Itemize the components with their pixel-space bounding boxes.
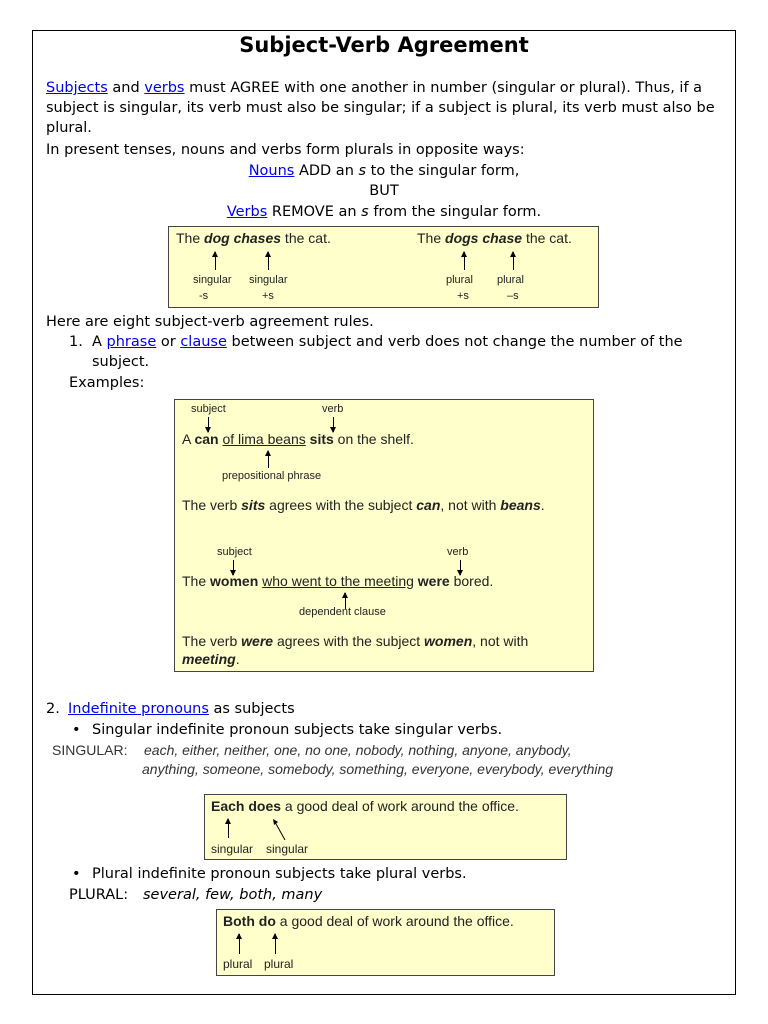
- arrow-down-icon: [208, 417, 209, 432]
- singular-label: SINGULAR:: [52, 742, 128, 758]
- arrow-up-icon: [464, 252, 465, 270]
- dog-sentence-plural: The dogs chase the cat.: [417, 230, 572, 246]
- arrow-diagonal-icon: [273, 819, 287, 841]
- label-prepositional-phrase: prepositional phrase: [222, 470, 322, 482]
- each-sentence: Each does a good deal of work around the office.: [211, 798, 519, 814]
- singular-list-1: each, either, neither, one, no one, nobody, nothing, anyone, anybody,: [144, 742, 572, 758]
- intro-line-1: Subjects and verbs must AGREE with one another in number (singular or plural). Thus, if a: [46, 80, 703, 96]
- bullet-icon: •: [72, 722, 81, 738]
- intro-line-2: subject is singular, its verb must also be singular; if a subject is plural, its verb must also be: [46, 100, 715, 116]
- bullet-plural: Plural indefinite pronoun subjects take plural verbs.: [92, 866, 467, 882]
- subjects-link[interactable]: Subjects: [46, 80, 108, 96]
- lima-beans-sentence: A can of lima beans sits on the shelf.: [182, 431, 414, 447]
- rule-1-num: 1.: [69, 334, 83, 350]
- plural-label: PLURAL:: [69, 887, 129, 903]
- verbs-line: Verbs REMOVE an s from the singular form.: [226, 204, 542, 220]
- label-minus-s: –s: [507, 290, 519, 302]
- rule-1-line-2: subject.: [92, 354, 150, 370]
- label-singular: singular: [249, 274, 288, 286]
- bullet-icon: •: [72, 866, 81, 882]
- intro-line-4: In present tenses, nouns and verbs form plurals in opposite ways:: [46, 142, 525, 158]
- label-verb: verb: [322, 403, 344, 415]
- page-title: Subject-Verb Agreement: [239, 33, 529, 57]
- arrow-up-icon: [239, 934, 240, 954]
- both-sentence: Both do a good deal of work around the office.: [223, 913, 514, 929]
- label-singular: singular: [266, 842, 309, 856]
- label-plural: plural: [264, 957, 294, 971]
- nouns-line: Nouns ADD an s to the singular form,: [248, 163, 520, 179]
- verbs-link[interactable]: verbs: [144, 80, 185, 96]
- arrow-up-icon: [215, 252, 216, 270]
- nouns-link[interactable]: Nouns: [248, 163, 295, 179]
- arrow-up-icon: [268, 252, 269, 270]
- singular-list-2: anything, someone, somebody, something, everyone, everybody, everything: [142, 761, 614, 777]
- arrow-up-icon: [268, 451, 269, 468]
- label-dependent-clause: dependent clause: [299, 606, 386, 618]
- but-line: BUT: [369, 183, 399, 199]
- plural-list: several, few, both, many: [143, 887, 323, 903]
- label-minus-s: -s: [199, 290, 209, 302]
- indefinite-pronouns-link[interactable]: Indefinite pronouns: [68, 701, 209, 717]
- rule-1-line-1: A phrase or clause between subject and verb does not change the number of the: [92, 334, 683, 350]
- arrow-up-icon: [275, 934, 276, 954]
- explanation-2: The verb were agrees with the subject women, not with: [182, 633, 529, 649]
- label-plural: plural: [446, 274, 473, 286]
- label-verb: verb: [447, 546, 469, 558]
- rule-2-heading: Indefinite pronouns as subjects: [68, 701, 295, 717]
- clause-link[interactable]: clause: [180, 334, 227, 350]
- arrow-down-icon: [333, 417, 334, 432]
- explanation-1: The verb sits agrees with the subject can, not with beans.: [182, 497, 545, 513]
- rule-2-num: 2.: [46, 701, 60, 717]
- intro-line-3: plural.: [46, 120, 92, 136]
- rules-intro: Here are eight subject-verb agreement rules.: [46, 314, 374, 330]
- arrow-up-icon: [513, 252, 514, 270]
- bullet-singular: Singular indefinite pronoun subjects take singular verbs.: [92, 722, 503, 738]
- label-plural: plural: [223, 957, 253, 971]
- examples-label: Examples:: [69, 375, 145, 391]
- dog-sentence-singular: The dog chases the cat.: [176, 230, 331, 246]
- label-singular: singular: [193, 274, 232, 286]
- verbs-link-2[interactable]: Verbs: [226, 204, 268, 220]
- label-subject: subject: [217, 546, 252, 558]
- label-singular: singular: [211, 842, 254, 856]
- label-plus-s: +s: [457, 290, 469, 302]
- label-plus-s: +s: [262, 290, 274, 302]
- arrow-up-icon: [228, 819, 229, 838]
- women-sentence: The women who went to the meeting were bored.: [182, 573, 494, 589]
- label-plural: plural: [497, 274, 524, 286]
- explanation-2-line-2: meeting.: [182, 651, 240, 667]
- phrase-link[interactable]: phrase: [106, 334, 157, 350]
- label-subject: subject: [191, 403, 226, 415]
